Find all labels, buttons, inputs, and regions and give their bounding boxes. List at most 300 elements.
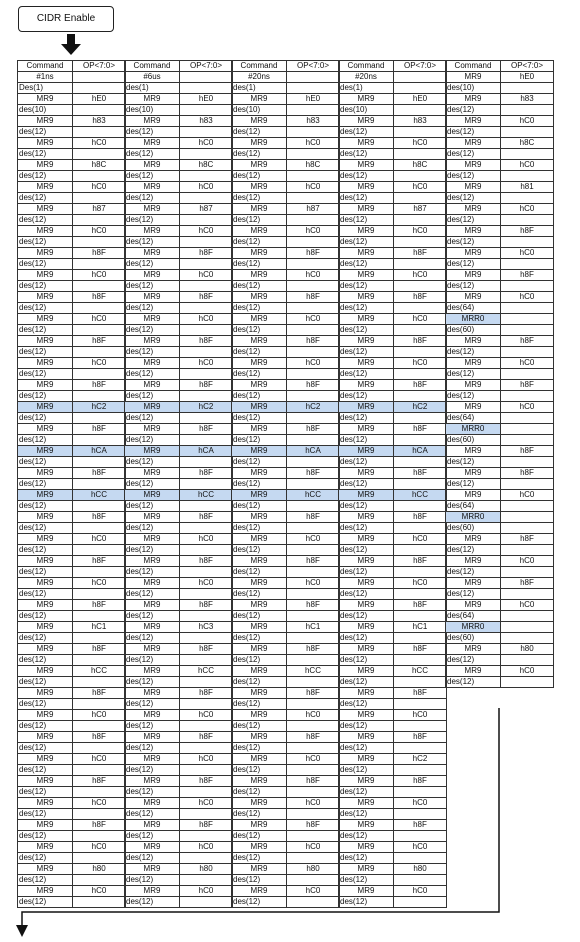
flow-arrow-icon	[16, 925, 28, 937]
op-cell: hC0	[501, 600, 554, 611]
command-cell: MR9	[18, 248, 73, 259]
table-row	[446, 215, 554, 226]
table-row	[18, 468, 126, 479]
table-row	[339, 831, 447, 842]
command-cell: des(10)	[125, 105, 180, 116]
table-row	[446, 270, 554, 281]
command-cell: MR9	[339, 116, 394, 127]
op-cell	[394, 809, 447, 820]
command-cell: MR9	[125, 182, 180, 193]
command-cell: des(12)	[232, 413, 287, 424]
table-row	[446, 314, 554, 325]
command-cell: des(12)	[446, 369, 501, 380]
table-header	[125, 61, 233, 72]
command-cell: des(12)	[232, 545, 287, 556]
table-row	[232, 83, 340, 94]
command-cell: MR9	[125, 842, 180, 853]
table-row	[232, 171, 340, 182]
table-row	[446, 666, 554, 677]
op-cell	[180, 853, 233, 864]
command-cell: des(12)	[125, 633, 180, 644]
command-cell: des(12)	[18, 303, 73, 314]
table-row	[18, 204, 126, 215]
table-row	[446, 149, 554, 160]
op-header: OP<7:0>	[501, 61, 554, 72]
table-row	[18, 391, 126, 402]
table-row	[446, 424, 554, 435]
op-cell	[180, 72, 233, 83]
op-cell	[287, 853, 340, 864]
op-cell: hCC	[73, 666, 126, 677]
op-cell	[287, 897, 340, 908]
table-row	[339, 886, 447, 897]
command-cell: des(12)	[232, 765, 287, 776]
command-cell: MR9	[125, 710, 180, 721]
table-row	[339, 171, 447, 182]
op-cell	[501, 303, 554, 314]
command-cell: des(60)	[446, 325, 501, 336]
table-row	[232, 160, 340, 171]
table-row	[339, 721, 447, 732]
op-cell	[287, 479, 340, 490]
table-row	[339, 853, 447, 864]
op-cell: hC2	[180, 402, 233, 413]
table-row	[18, 160, 126, 171]
table-row	[125, 677, 233, 688]
command-cell: MR9	[339, 534, 394, 545]
command-cell: MRR0	[446, 622, 501, 633]
command-cell: des(12)	[125, 699, 180, 710]
table-row	[339, 897, 447, 908]
op-cell	[394, 149, 447, 160]
op-cell	[73, 237, 126, 248]
table-row	[18, 369, 126, 380]
command-cell: des(12)	[232, 633, 287, 644]
op-cell	[180, 655, 233, 666]
command-cell: des(12)	[18, 567, 73, 578]
op-cell: hC0	[180, 270, 233, 281]
op-cell: hCC	[287, 490, 340, 501]
op-cell	[287, 523, 340, 534]
command-cell: des(12)	[446, 171, 501, 182]
op-cell: h8F	[73, 732, 126, 743]
command-cell: MR9	[125, 534, 180, 545]
op-cell: hC0	[180, 710, 233, 721]
command-cell: MR9	[125, 820, 180, 831]
table-row	[125, 633, 233, 644]
table-row	[125, 468, 233, 479]
table-row	[125, 721, 233, 732]
command-cell: des(12)	[339, 699, 394, 710]
command-cell: MR9	[339, 798, 394, 809]
command-cell: MR9	[446, 204, 501, 215]
op-cell	[180, 83, 233, 94]
command-cell: MR9	[232, 446, 287, 457]
table-row	[446, 391, 554, 402]
table-row	[125, 171, 233, 182]
command-cell: des(12)	[125, 259, 180, 270]
command-cell: des(12)	[125, 479, 180, 490]
op-cell	[501, 171, 554, 182]
command-cell: MR9	[232, 842, 287, 853]
command-cell: MR9	[18, 160, 73, 171]
table-row	[339, 677, 447, 688]
command-cell: MR9	[339, 490, 394, 501]
op-cell: h8F	[394, 468, 447, 479]
table-row	[18, 556, 126, 567]
op-cell: hCA	[287, 446, 340, 457]
op-cell: h8F	[394, 512, 447, 523]
command-cell: des(12)	[232, 237, 287, 248]
table-row	[446, 556, 554, 567]
table-row	[339, 842, 447, 853]
op-cell	[501, 424, 554, 435]
table-row	[232, 457, 340, 468]
table-row	[18, 72, 126, 83]
table-row	[18, 138, 126, 149]
command-cell: MR9	[339, 886, 394, 897]
table-row	[232, 358, 340, 369]
command-cell: des(12)	[232, 127, 287, 138]
command-cell: MR9	[125, 776, 180, 787]
op-cell: h8F	[287, 424, 340, 435]
table-row	[339, 127, 447, 138]
table-row	[18, 457, 126, 468]
op-cell	[394, 237, 447, 248]
command-cell: des(12)	[339, 413, 394, 424]
op-cell: hC0	[394, 138, 447, 149]
table-row	[446, 446, 554, 457]
op-cell	[73, 677, 126, 688]
table-row	[18, 688, 126, 699]
table-row	[18, 655, 126, 666]
op-cell	[180, 413, 233, 424]
op-cell	[501, 611, 554, 622]
command-cell: MR9	[125, 886, 180, 897]
op-cell	[287, 655, 340, 666]
command-table-2	[124, 60, 233, 908]
op-cell	[394, 523, 447, 534]
command-cell: MR9	[18, 754, 73, 765]
op-cell	[180, 215, 233, 226]
command-cell: des(10)	[446, 83, 501, 94]
table-row	[232, 292, 340, 303]
op-cell	[180, 149, 233, 160]
op-cell: hC2	[394, 402, 447, 413]
op-cell	[501, 622, 554, 633]
op-cell: hC0	[394, 842, 447, 853]
command-cell: des(12)	[232, 149, 287, 160]
table-row	[125, 270, 233, 281]
command-cell: MR9	[339, 182, 394, 193]
op-cell	[501, 127, 554, 138]
op-cell: h80	[180, 864, 233, 875]
op-cell	[287, 369, 340, 380]
table-row	[125, 160, 233, 171]
command-table-1	[17, 60, 126, 908]
op-cell: hC1	[394, 622, 447, 633]
op-cell: hC0	[287, 534, 340, 545]
op-cell: h8F	[73, 292, 126, 303]
op-cell	[287, 809, 340, 820]
table-row	[446, 83, 554, 94]
op-cell	[73, 303, 126, 314]
op-cell	[180, 171, 233, 182]
table-row	[125, 875, 233, 886]
command-cell: MR9	[232, 886, 287, 897]
command-cell: MR9	[232, 622, 287, 633]
table-row	[125, 798, 233, 809]
command-cell: MR9	[446, 644, 501, 655]
table-row	[446, 435, 554, 446]
table-row	[125, 666, 233, 677]
command-cell: MR9	[18, 94, 73, 105]
command-cell: MR9	[18, 600, 73, 611]
table-row	[18, 182, 126, 193]
table-row	[339, 237, 447, 248]
command-cell: MR9	[232, 336, 287, 347]
command-cell: MR9	[339, 732, 394, 743]
op-cell	[180, 677, 233, 688]
command-cell: MR9	[125, 314, 180, 325]
command-cell: MR9	[446, 160, 501, 171]
command-cell: MR9	[339, 336, 394, 347]
table-row	[125, 688, 233, 699]
command-cell: des(12)	[339, 127, 394, 138]
table-row	[232, 72, 340, 83]
table-header	[446, 61, 554, 72]
table-row	[125, 94, 233, 105]
command-cell: des(12)	[125, 325, 180, 336]
op-cell	[180, 193, 233, 204]
op-cell	[394, 655, 447, 666]
command-cell: des(12)	[339, 875, 394, 886]
op-cell	[180, 369, 233, 380]
command-cell: MR9	[125, 248, 180, 259]
op-cell	[394, 831, 447, 842]
op-cell: hC0	[287, 314, 340, 325]
command-cell: des(12)	[232, 325, 287, 336]
op-header: OP<7:0>	[180, 61, 233, 72]
table-row	[446, 600, 554, 611]
table-row	[18, 237, 126, 248]
op-cell: hC3	[180, 622, 233, 633]
op-cell: h80	[394, 864, 447, 875]
op-cell	[73, 369, 126, 380]
op-cell	[287, 215, 340, 226]
table-row	[446, 248, 554, 259]
table-row	[232, 897, 340, 908]
table-row	[18, 325, 126, 336]
op-cell: hC1	[287, 622, 340, 633]
command-cell: MR9	[125, 94, 180, 105]
table-row	[232, 303, 340, 314]
op-cell: hC0	[180, 578, 233, 589]
command-cell: MR9	[232, 402, 287, 413]
op-cell: hC0	[73, 886, 126, 897]
command-cell: MR9	[232, 688, 287, 699]
command-cell: MR9	[18, 842, 73, 853]
op-cell	[501, 655, 554, 666]
table-row	[446, 633, 554, 644]
command-cell: MR9	[125, 578, 180, 589]
command-cell: des(12)	[232, 677, 287, 688]
op-cell	[394, 171, 447, 182]
op-cell: hC0	[287, 710, 340, 721]
op-cell: hC0	[73, 798, 126, 809]
op-cell	[287, 347, 340, 358]
table-row	[125, 358, 233, 369]
table-row	[339, 303, 447, 314]
table-row	[125, 831, 233, 842]
command-cell: des(12)	[339, 589, 394, 600]
table-row	[18, 347, 126, 358]
command-cell: MR9	[232, 226, 287, 237]
op-cell: hC0	[73, 578, 126, 589]
command-cell: MR9	[232, 578, 287, 589]
command-cell: des(12)	[446, 237, 501, 248]
op-cell	[287, 193, 340, 204]
op-cell: h8F	[501, 226, 554, 237]
command-cell: MR9	[446, 336, 501, 347]
table-row	[232, 479, 340, 490]
table-row	[339, 138, 447, 149]
op-cell: hE0	[180, 94, 233, 105]
command-cell: des(12)	[339, 391, 394, 402]
table-row	[18, 677, 126, 688]
op-cell: hC0	[501, 666, 554, 677]
table-row	[232, 743, 340, 754]
op-cell	[287, 567, 340, 578]
op-cell	[394, 875, 447, 886]
command-cell: MR9	[339, 820, 394, 831]
table-row	[339, 193, 447, 204]
op-cell: hC0	[73, 314, 126, 325]
op-cell	[73, 633, 126, 644]
command-cell: MR9	[18, 292, 73, 303]
table-row	[18, 666, 126, 677]
command-cell: des(12)	[339, 677, 394, 688]
op-cell: h8F	[394, 644, 447, 655]
op-cell	[501, 149, 554, 160]
down-arrow-icon	[61, 34, 81, 56]
table-row	[232, 94, 340, 105]
op-cell	[73, 809, 126, 820]
op-cell	[394, 72, 447, 83]
command-cell: MR9	[18, 204, 73, 215]
table-row	[125, 600, 233, 611]
table-header	[232, 61, 340, 72]
op-cell	[394, 545, 447, 556]
op-cell	[287, 325, 340, 336]
op-cell: h8F	[394, 600, 447, 611]
table-row	[18, 358, 126, 369]
table-row	[232, 523, 340, 534]
command-cell: MR9	[18, 578, 73, 589]
table-row	[446, 468, 554, 479]
table-row	[232, 468, 340, 479]
command-cell: MR9	[339, 248, 394, 259]
table-row	[339, 864, 447, 875]
op-cell: hC0	[73, 358, 126, 369]
command-cell: MR9	[18, 820, 73, 831]
op-cell	[394, 479, 447, 490]
op-cell: hC0	[73, 182, 126, 193]
command-cell: des(12)	[232, 831, 287, 842]
command-cell: des(12)	[18, 347, 73, 358]
op-cell	[73, 105, 126, 116]
op-cell: hC0	[394, 798, 447, 809]
op-cell: h8F	[501, 578, 554, 589]
command-cell: MR9	[18, 512, 73, 523]
op-cell	[394, 127, 447, 138]
table-row	[446, 644, 554, 655]
table-row	[339, 358, 447, 369]
table-row	[339, 501, 447, 512]
table-row	[18, 127, 126, 138]
command-cell: des(12)	[339, 193, 394, 204]
command-cell: des(12)	[446, 105, 501, 116]
op-cell	[287, 875, 340, 886]
table-row	[18, 743, 126, 754]
command-cell: des(12)	[339, 457, 394, 468]
command-cell: MR9	[339, 226, 394, 237]
op-cell	[180, 567, 233, 578]
op-cell	[73, 347, 126, 358]
command-cell: des(60)	[446, 435, 501, 446]
table-row	[125, 248, 233, 259]
command-cell: des(10)	[232, 105, 287, 116]
command-cell: des(12)	[446, 215, 501, 226]
command-cell: des(12)	[232, 589, 287, 600]
command-cell: #6us	[125, 72, 180, 83]
table-row	[339, 215, 447, 226]
table-row	[232, 809, 340, 820]
table-row	[232, 336, 340, 347]
op-cell: h8F	[394, 248, 447, 259]
command-cell: des(12)	[232, 655, 287, 666]
command-cell: des(12)	[339, 765, 394, 776]
op-cell	[73, 699, 126, 710]
op-cell: h8F	[73, 248, 126, 259]
op-cell: h8F	[394, 732, 447, 743]
command-cell: des(10)	[339, 105, 394, 116]
table-row	[446, 457, 554, 468]
table-row	[18, 105, 126, 116]
table-row	[18, 171, 126, 182]
op-cell	[287, 281, 340, 292]
table-row	[232, 622, 340, 633]
table-row	[446, 237, 554, 248]
command-cell: MR9	[125, 336, 180, 347]
table-row	[18, 501, 126, 512]
table-row	[232, 842, 340, 853]
table-row	[18, 259, 126, 270]
op-cell: h8F	[287, 336, 340, 347]
op-cell: hC0	[180, 138, 233, 149]
op-cell	[394, 787, 447, 798]
table-row	[339, 281, 447, 292]
op-cell	[287, 611, 340, 622]
command-cell: MR9	[18, 358, 73, 369]
command-cell: MR9	[18, 776, 73, 787]
command-cell: MR9	[125, 600, 180, 611]
command-cell: MRR0	[446, 314, 501, 325]
op-cell	[73, 193, 126, 204]
command-cell: des(12)	[446, 281, 501, 292]
command-cell: des(64)	[446, 611, 501, 622]
op-cell: h8F	[501, 270, 554, 281]
